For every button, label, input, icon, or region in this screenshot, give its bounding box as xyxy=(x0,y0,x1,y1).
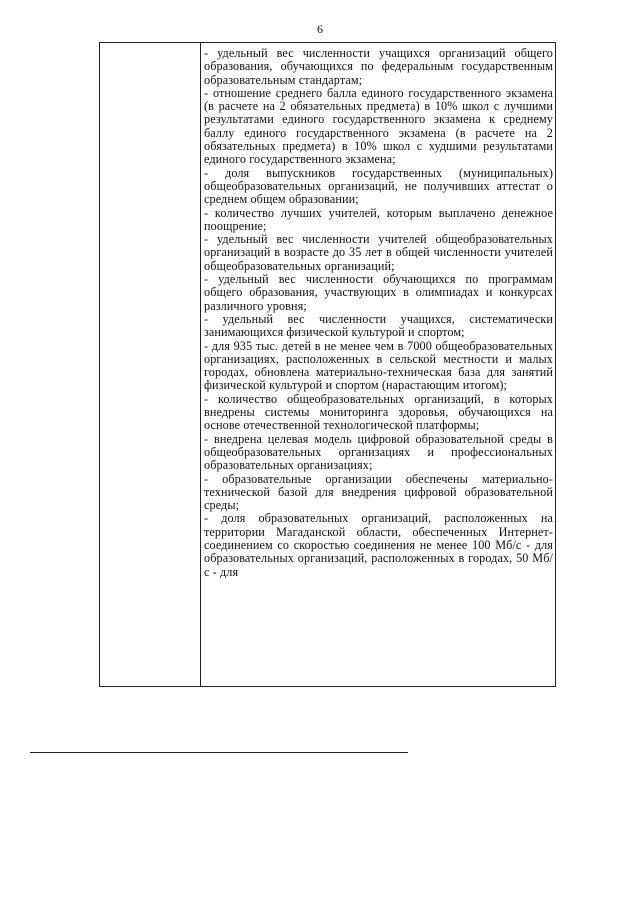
document-table xyxy=(99,42,556,687)
list-item: - для 935 тыс. детей в не менее чем в 7000 общеобразовательных организациях, расположенных в сельской местности и малых городах, обновлена материально-техническая база для занятий физической культурой и спортом (нарастающим итогом); xyxy=(204,338,553,393)
list-item: - удельный вес численности учащихся организаций общего образования, обучающихся по федеральным государственным образовательным стандартам; xyxy=(204,46,553,87)
list-item: - внедрена целевая модель цифровой образовательной среды в общеобразовательных организациях и профессиональных образовательных организациях; xyxy=(204,431,553,473)
indicators-cell xyxy=(204,47,553,579)
list-item: - удельный вес численности учителей общеобразовательных организаций в возрасте до 35 лет в общей численности учителей общеобразовательных организаций; xyxy=(204,232,553,273)
list-item: - доля выпускников государственных (муниципальных) общеобразовательных организаций, не получивших аттестат о среднем общем образовании; xyxy=(204,165,553,207)
list-item: - образовательные организации обеспечены материально-технической базой для внедрения цифровой образовательной среды; xyxy=(204,471,553,513)
list-item: - количество общеобразовательных организаций, в которых внедрены системы мониторинга здоровья, обучающихся на основе отечественной технологической платформы; xyxy=(204,391,553,433)
list-item: - отношение среднего балла единого государственного экзамена (в расчете на 2 обязательных предмета) в 10% школ с лучшими результатами единого государственного экзамена к среднему баллу единого государственного экзамена (в расчете на 2 обязательных предмета) в 10% школ с худшими результатами единого государственного экзамена; xyxy=(204,85,553,167)
page-number: 6 xyxy=(317,22,323,36)
list-item: - количество лучших учителей, которым выплачено денежное поощрение; xyxy=(204,205,553,233)
column-divider xyxy=(200,43,201,686)
list-item: - удельный вес численности учащихся, систематически занимающихся физической культурой и спортом; xyxy=(204,311,553,340)
list-item: - доля образовательных организаций, расположенных на территории Магаданской области, обеспеченных Интернет-соединением со скоростью соединения не менее 100 Мб/с - для образовательных организаций, расположенных в городах, 50 Мб/с - для xyxy=(204,511,553,579)
list-item: - удельный вес численности обучающихся по программам общего образования, участвующих в олимпиадах и конкурсах различного уровня; xyxy=(204,272,553,313)
footnote-divider xyxy=(30,752,408,753)
